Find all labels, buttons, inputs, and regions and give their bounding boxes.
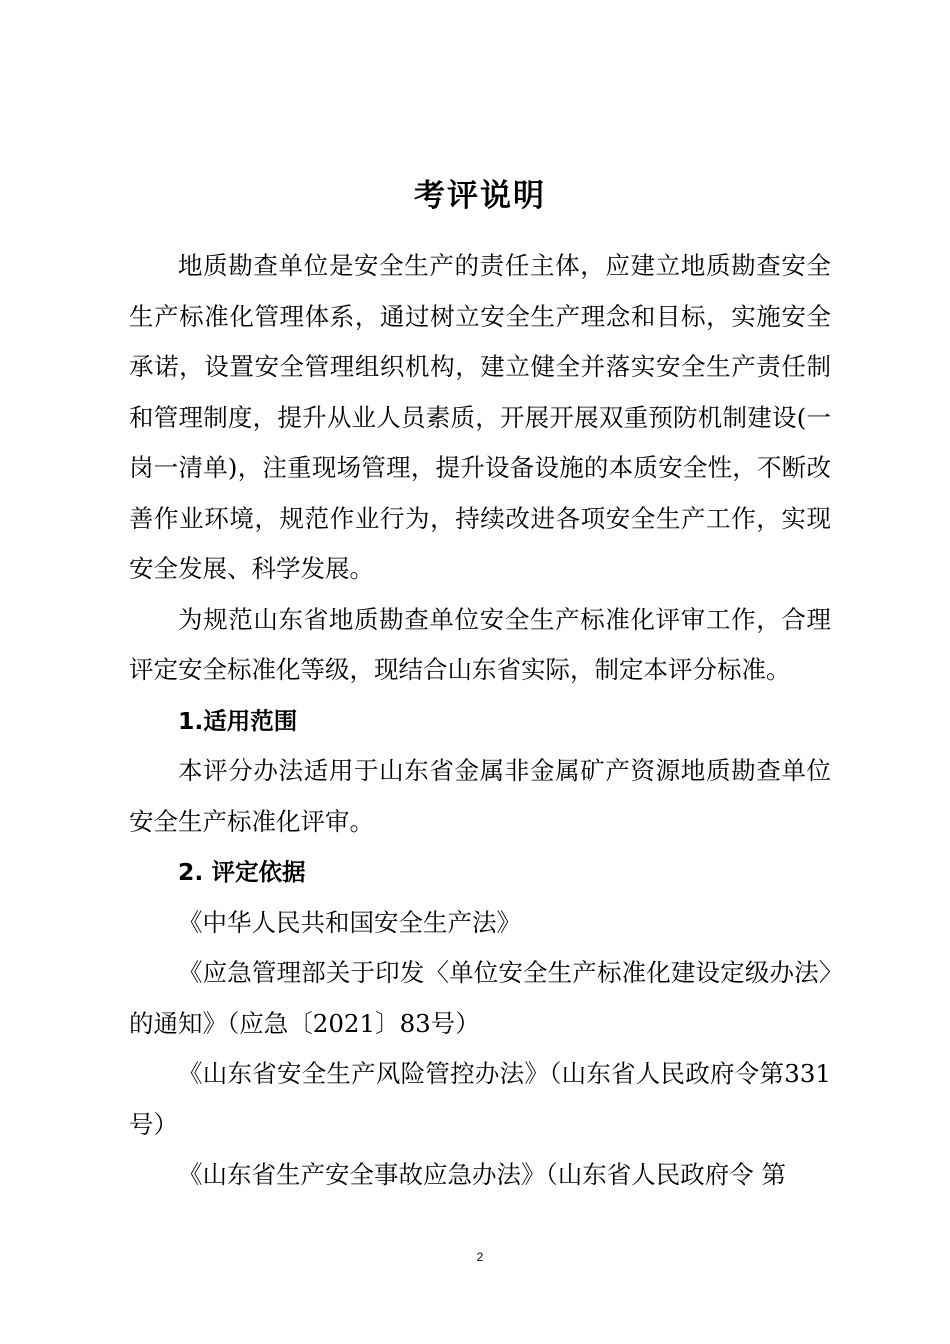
basis-item: 《山东省安全生产风险管控办法》（山东省人民政府令第331 号） <box>129 1059 831 1139</box>
paragraph-purpose: 为规范山东省地质勘查单位安全生产标准化评审工作，合理评定安全标准化等级，现结合山东省实际，制定本评分标准。 <box>129 604 831 684</box>
section-heading-scope: 1.适用范围 <box>178 706 298 735</box>
page-title: 考评说明 <box>414 178 546 214</box>
basis-item: 《应急管理部关于印发〈单位安全生产标准化建设定级办法〉的通知》（应急〔2021〕83号） <box>129 958 831 1038</box>
basis-item: 《中华人民共和国安全生产法》 <box>178 907 521 937</box>
paragraph-intro: 地质勘查单位是安全生产的责任主体，应建立地质勘查安全生产标准化管理体系，通过树立安全生产理念和目标，实施安全承诺，设置安全管理组织机构，建立健全并落实安全生产责任制和管理制度，提升从业人员素质，开展开展双重预防机制建设(一岗一清单)，注重现场管理，提升设备设施的本质安全性，不断改善作业环境，规范作业行为，持续改进各项安全生产工作，实现安全发展、科学发展。 <box>129 251 831 583</box>
page-number: 2 <box>476 1250 484 1264</box>
basis-item: 《山东省生产安全事故应急办法》（山东省人民政府令 第 <box>178 1160 787 1189</box>
section-heading-basis: 2. 评定依据 <box>178 858 306 886</box>
paragraph-scope: 本评分办法适用于山东省金属非金属矿产资源地质勘查单位安全生产标准化评审。 <box>129 756 831 836</box>
document-body <box>129 241 831 1201</box>
